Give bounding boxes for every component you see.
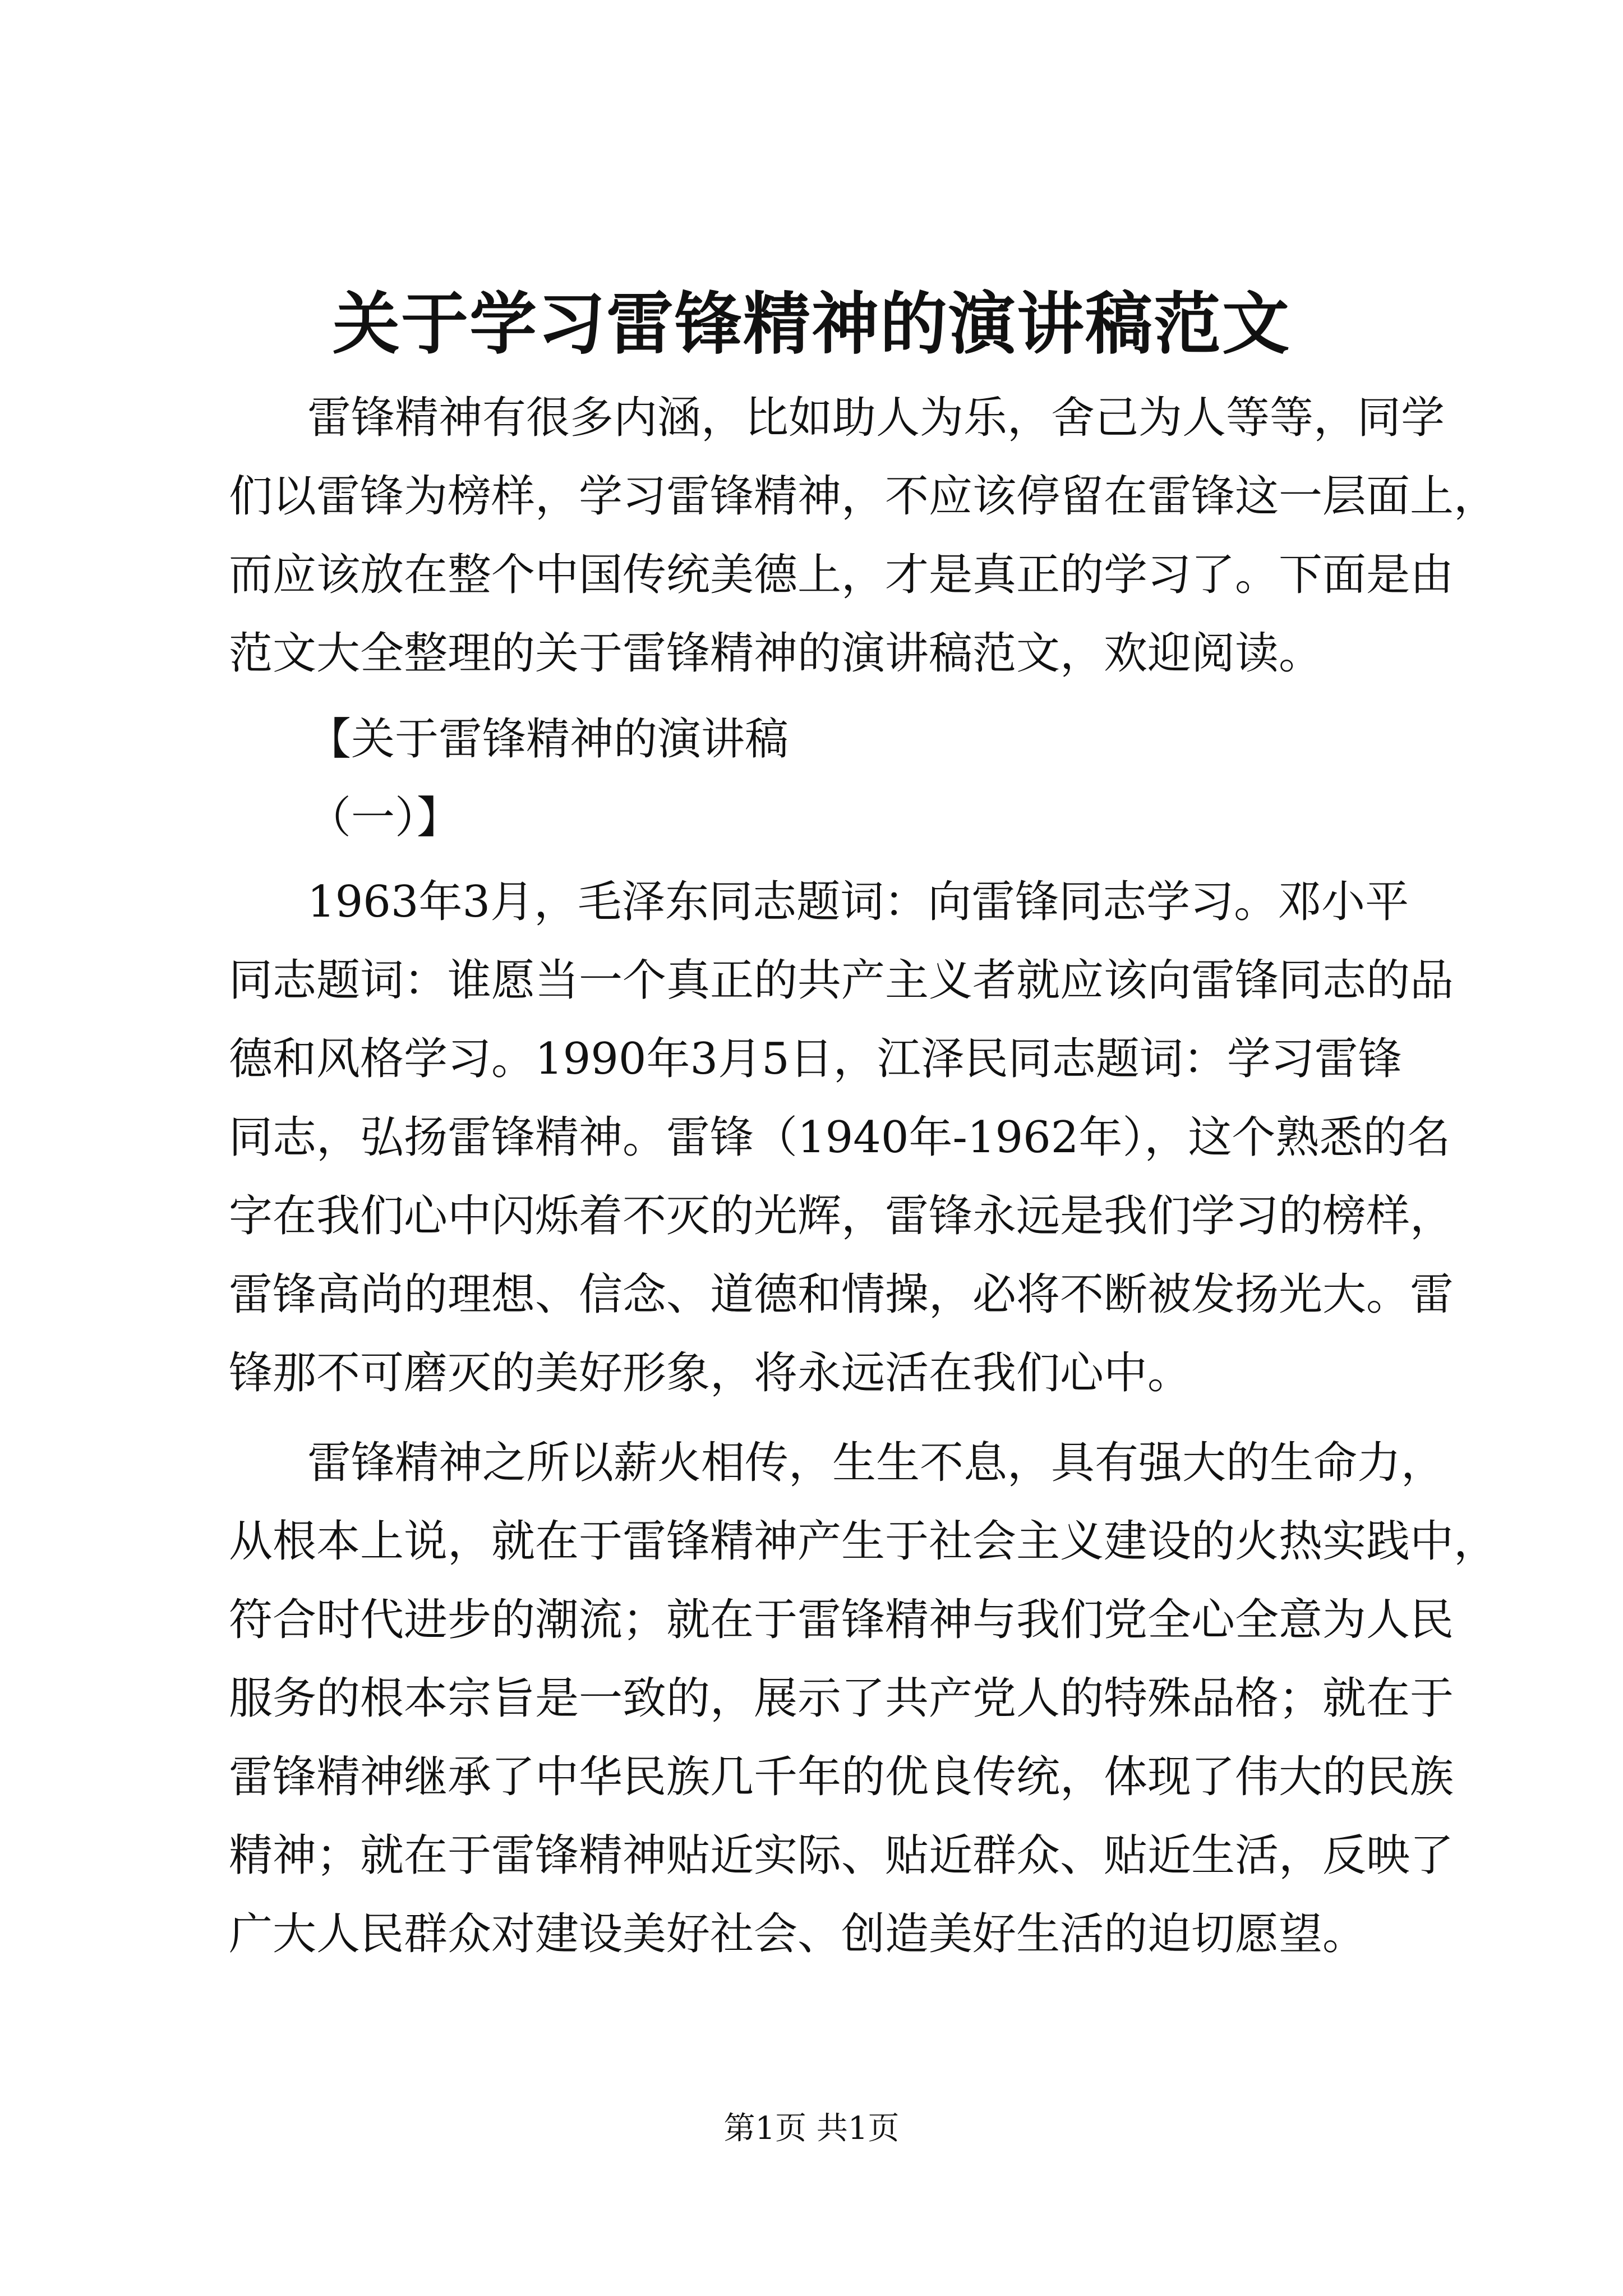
paragraph-line: 字在我们心中闪烁着不灭的光辉，雷锋永远是我们学习的榜样， [229, 1191, 1454, 1241]
intro-line: 范文大全整理的关于雷锋精神的演讲稿范文，欢迎阅读。 [229, 628, 1323, 679]
paragraph-line: 德和风格学习。1990年3月5日，江泽民同志题词：学习雷锋 [229, 1034, 1402, 1084]
paragraph-line: 1963年3月，毛泽东同志题词：向雷锋同志学习。邓小平 [307, 877, 1409, 927]
page-footer: 第1页 共1页 [723, 2110, 900, 2147]
paragraph-line: 同志，弘扬雷锋精神。雷锋（1940年-1962年），这个熟悉的名 [229, 1112, 1451, 1163]
paragraph-line: 锋那不可磨灭的美好形象，将永远活在我们心中。 [229, 1348, 1192, 1398]
intro-line: 而应该放在整个中国传统美德上，才是真正的学习了。下面是由 [229, 550, 1454, 600]
section-heading-number: （一）】 [307, 793, 461, 843]
paragraph-line: 服务的根本宗旨是一致的，展示了共产党人的特殊品格；就在于 [229, 1673, 1454, 1724]
paragraph-line: 雷锋精神继承了中华民族几千年的优良传统，体现了伟大的民族 [229, 1752, 1454, 1802]
paragraph-line: 符合时代进步的潮流；就在于雷锋精神与我们党全心全意为人民 [229, 1595, 1454, 1645]
paragraph-line: 雷锋高尚的理想、信念、道德和情操，必将不断被发扬光大。雷 [229, 1269, 1454, 1320]
paragraph-line: 精神；就在于雷锋精神贴近实际、贴近群众、贴近生活，反映了 [229, 1830, 1454, 1881]
document-title: 关于学习雷锋精神的演讲稿范文 [333, 284, 1290, 364]
section-heading: 【关于雷锋精神的演讲稿 [307, 714, 789, 765]
intro-line: 们以雷锋为榜样，学习雷锋精神，不应该停留在雷锋这一层面上， [229, 471, 1498, 522]
paragraph-line: 广大人民群众对建设美好社会、创造美好生活的迫切愿望。 [229, 1909, 1367, 1959]
paragraph-line: 同志题词：谁愿当一个真正的共产主义者就应该向雷锋同志的品 [229, 955, 1454, 1006]
paragraph-line: 雷锋精神之所以薪火相传，生生不息，具有强大的生命力， [307, 1438, 1445, 1488]
intro-line: 雷锋精神有很多内涵，比如助人为乐，舍己为人等等，同学 [307, 393, 1445, 443]
paragraph-line: 从根本上说，就在于雷锋精神产生于社会主义建设的火热实践中， [229, 1516, 1498, 1567]
